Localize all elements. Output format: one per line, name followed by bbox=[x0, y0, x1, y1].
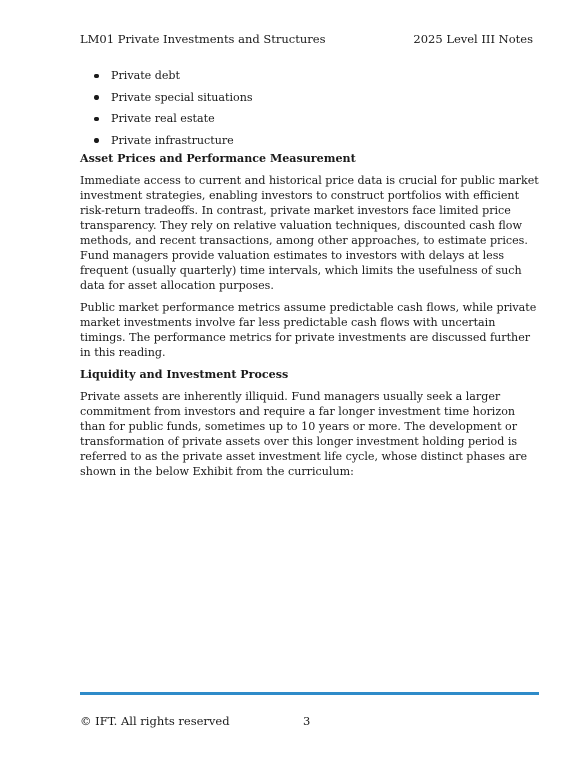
paragraph: Private assets are inherently illiquid. Fund managers usually seek a larger commitment from investors and require a far longer investment time horizon than for public funds, sometimes up to 10 years or more. The development or transformation of private assets over this longer investment holding period is referred to as the private asset investment life cycle, whose distinct phases are shown in the below Exhibit from the curriculum: bbox=[80, 390, 528, 478]
bullet-icon bbox=[94, 138, 99, 143]
footer-divider bbox=[80, 692, 539, 695]
paragraph: Public market performance metrics assume predictable cash flows, while private market investments involve far less predictable cash flows with uncertain timings. The performance metrics for private investments are discussed further in this reading. bbox=[80, 301, 537, 359]
bullet-icon bbox=[94, 95, 99, 100]
bullet-list bbox=[80, 65, 539, 151]
page-content bbox=[80, 65, 539, 486]
page-header bbox=[80, 32, 533, 46]
list-item: Private real estate bbox=[80, 108, 539, 130]
footer-copyright: © IFT. All rights reserved bbox=[80, 714, 230, 728]
header-edition: 2025 Level III Notes bbox=[413, 32, 533, 46]
list-item: Private infrastructure bbox=[80, 130, 539, 152]
header-title: LM01 Private Investments and Structures bbox=[80, 32, 326, 46]
bullet-icon bbox=[94, 117, 99, 122]
list-item: Private debt bbox=[80, 65, 539, 87]
page-number: 3 bbox=[303, 714, 311, 728]
bullet-icon bbox=[94, 74, 99, 79]
paragraph: Immediate access to current and historical price data is crucial for public market investment strategies, enabling investors to construct portfolios with efficient risk-return tradeoffs. In contrast, private market investors face limited price transparency. They rely on relative valuation techniques, discounted cash flow methods, and recent transactions, among other approaches, to estimate prices. Fund managers provide valuation estimates to investors with delays at less frequent (usually quarterly) time intervals, which limits the usefulness of such data for asset allocation purposes. bbox=[80, 174, 539, 292]
list-item: Private special situations bbox=[80, 87, 539, 109]
section-heading-asset-prices: Asset Prices and Performance Measurement bbox=[80, 152, 356, 165]
section-heading-liquidity: Liquidity and Investment Process bbox=[80, 368, 289, 381]
